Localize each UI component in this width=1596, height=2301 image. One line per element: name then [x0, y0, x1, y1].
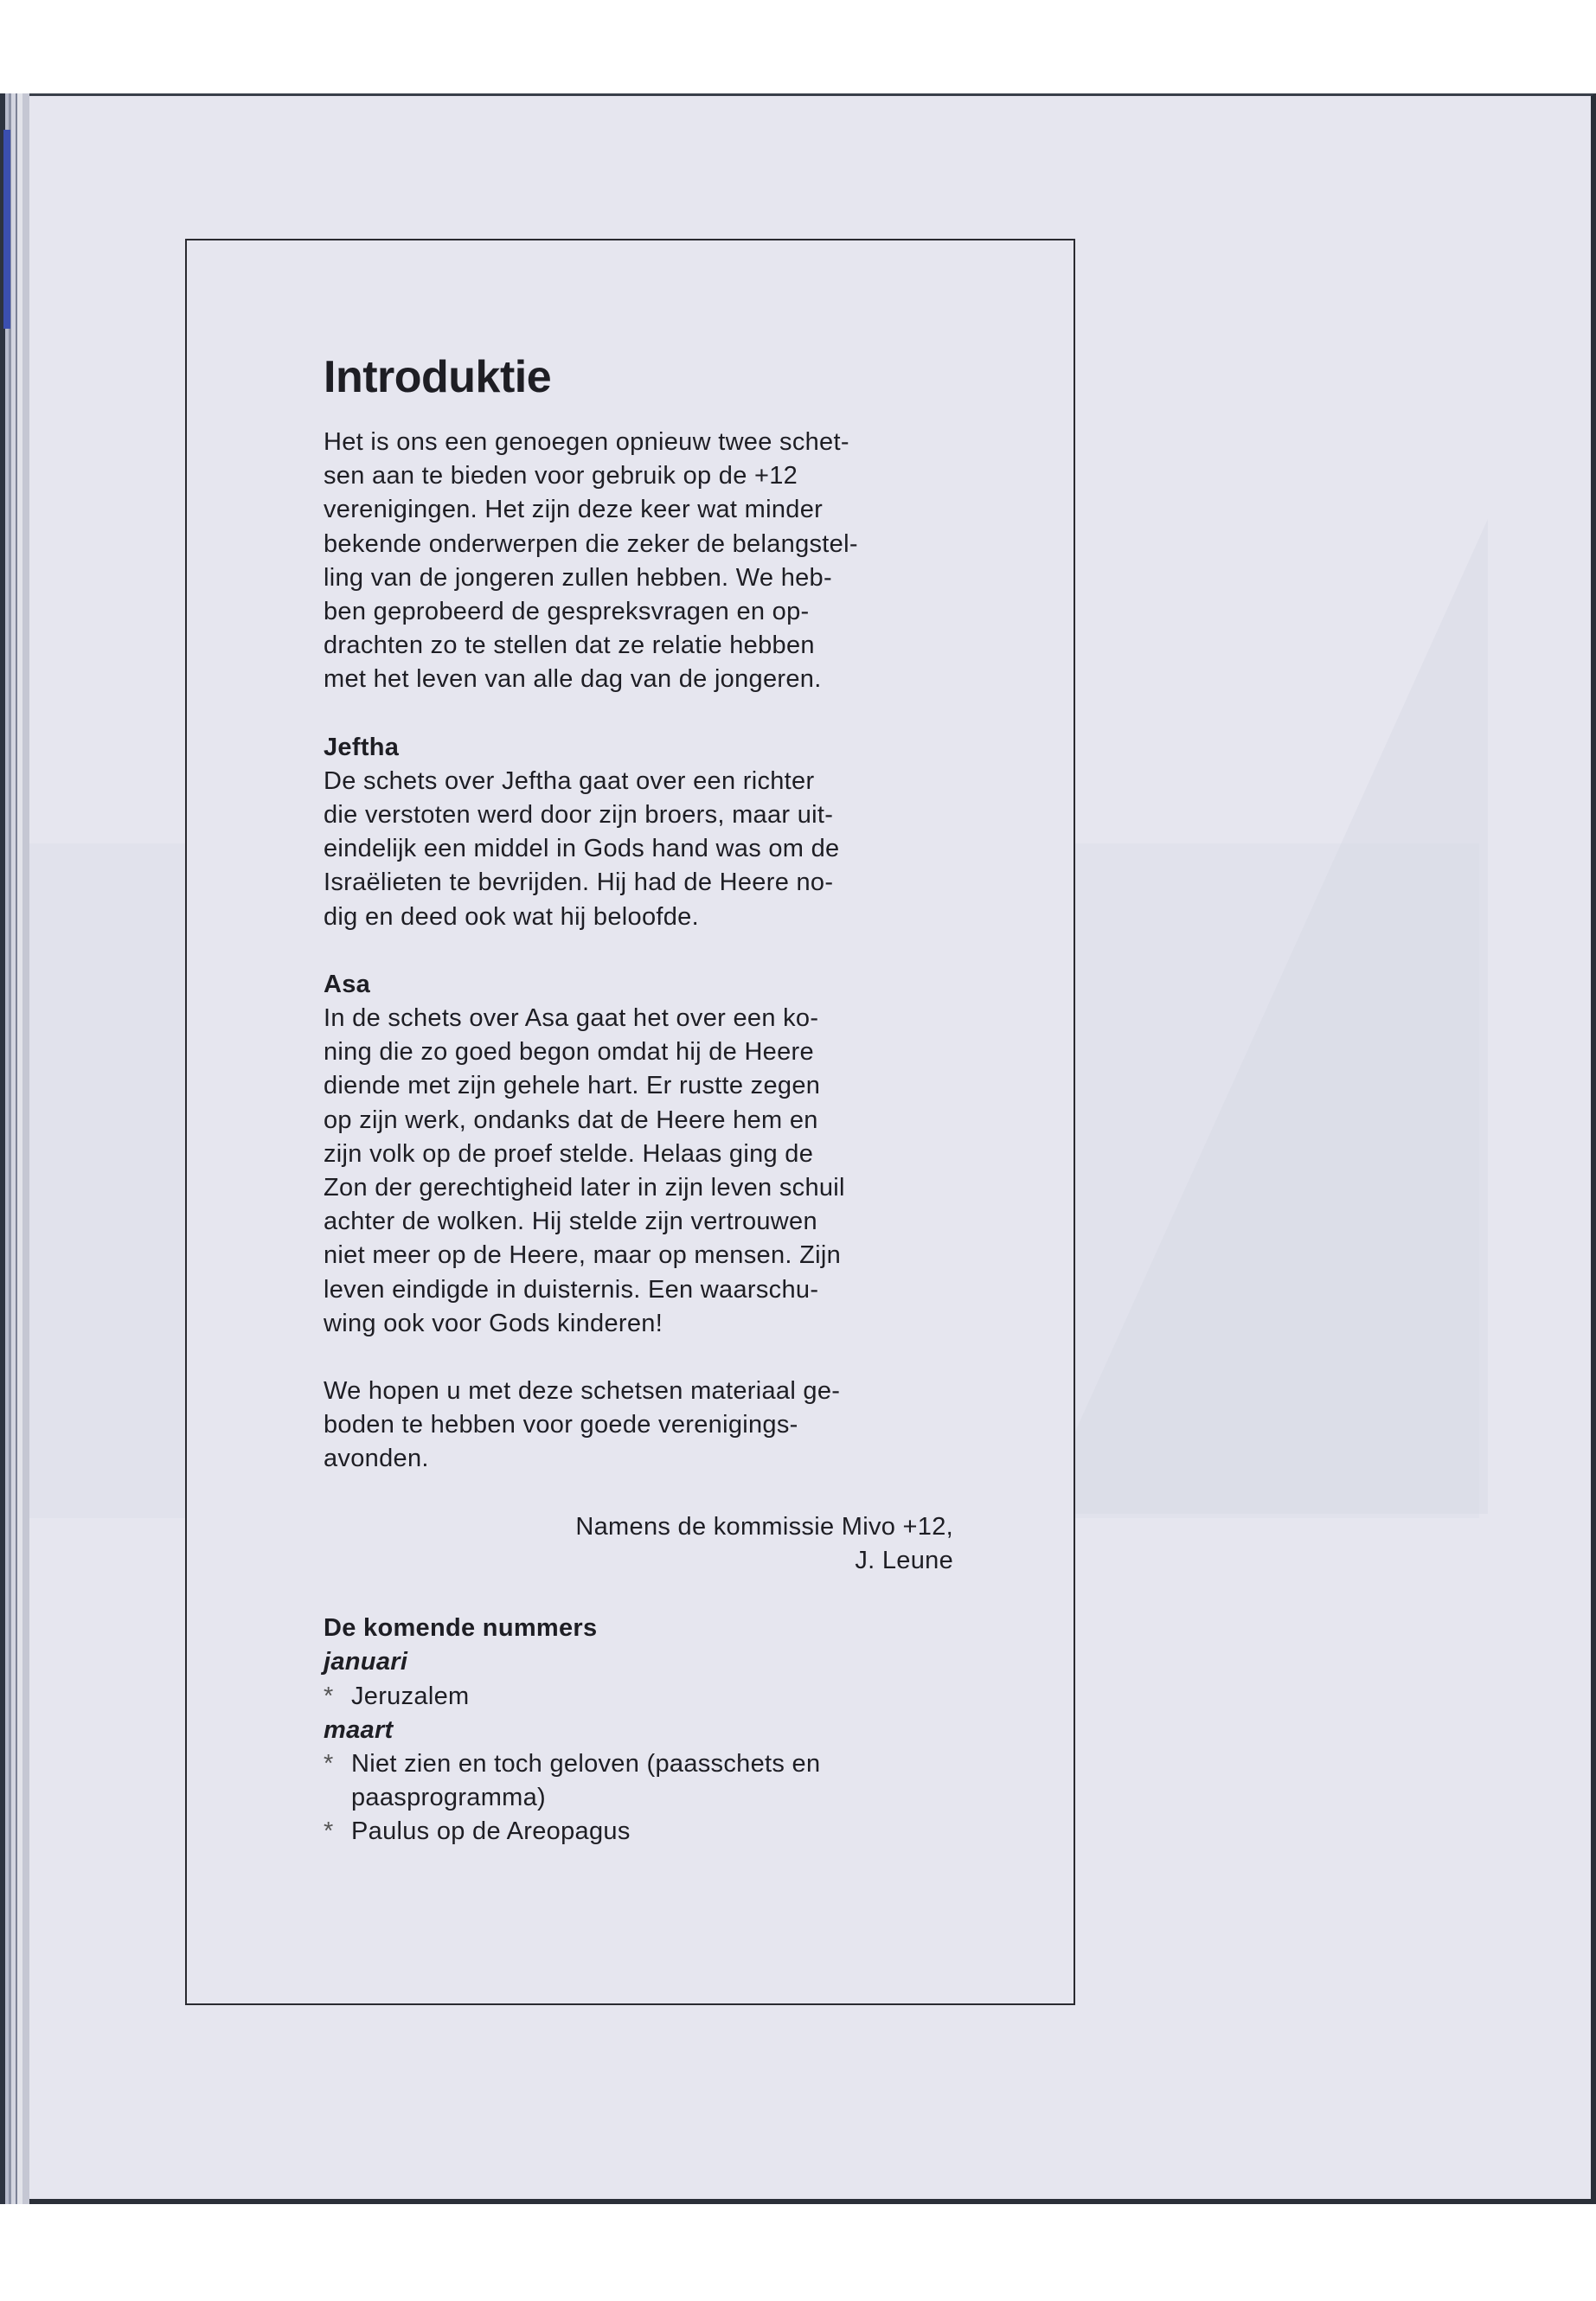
scan-top-margin — [0, 0, 1596, 93]
signoff-author: J. Leune — [855, 1546, 953, 1574]
text-line: De schets over Jeftha gaat over een richter — [324, 766, 815, 795]
section-heading-jeftha: Jeftha — [324, 733, 400, 761]
text-line: achter de wolken. Hij stelde zijn vertrouwen — [324, 1208, 817, 1236]
asterisk-bullet-icon: * — [324, 1817, 334, 1846]
text-line: zijn volk op de proef stelde. Helaas ging de — [324, 1139, 814, 1168]
upcoming-heading: De komende nummers — [324, 1614, 598, 1643]
text-line: diende met zijn gehele hart. Er rustte zegen — [324, 1072, 821, 1100]
list-item — [324, 1680, 981, 1714]
text-line: ben geprobeerd de gespreksvragen en op- — [324, 598, 810, 626]
text-line: We hopen u met deze schetsen materiaal ge- — [324, 1377, 841, 1406]
jeftha-paragraph — [324, 765, 981, 934]
scan-bottom-margin — [0, 2204, 1596, 2301]
section-heading-asa: Asa — [324, 970, 371, 998]
book-page-edges — [0, 93, 29, 2204]
article-content — [324, 346, 981, 1849]
text-line: op zijn werk, ondanks dat de Heere hem en — [324, 1106, 818, 1134]
text-line: Het is ons een genoegen opnieuw twee schet- — [324, 428, 849, 456]
page-title: Introduktie — [324, 352, 552, 402]
text-line: sen aan te bieden voor gebruik op de +12 — [324, 462, 798, 490]
text-line: leven eindigde in duisternis. Een waarschu- — [324, 1275, 819, 1304]
text-line: bekende onderwerpen die zeker de belangstel- — [324, 529, 858, 558]
book-spine-blue-stripe — [3, 130, 10, 329]
text-line: verenigingen. Het zijn deze keer wat minder — [324, 496, 824, 524]
text-line: eindelijk een middel in Gods hand was om de — [324, 835, 840, 863]
show-through-triangle — [1038, 519, 1488, 1514]
list-item-text — [351, 1747, 820, 1815]
text-line: dig en deed ook wat hij beloofde. — [324, 902, 699, 931]
text-line: met het leven van alle dag van de jongeren. — [324, 665, 822, 694]
text-line: boden te hebben voor goede verenigings- — [324, 1411, 798, 1439]
asterisk-bullet-icon: * — [324, 1682, 334, 1710]
text-line: wing ook voor Gods kinderen! — [324, 1309, 663, 1337]
text-line: die verstoten werd door zijn broers, maar uit- — [324, 801, 834, 830]
text-line: ning die zo goed begon omdat hij de Heere — [324, 1038, 814, 1067]
month-label-januari: januari — [324, 1648, 408, 1676]
text-line: In de schets over Asa gaat het over een ko- — [324, 1004, 819, 1033]
text-line: paasprogramma) — [351, 1784, 547, 1812]
text-line: niet meer op de Heere, maar op mensen. Zijn — [324, 1241, 842, 1270]
list-item-text: Jeruzalem — [351, 1682, 470, 1710]
signoff — [324, 1510, 953, 1578]
asa-paragraph — [324, 1002, 981, 1341]
signoff-committee: Namens de kommissie Mivo +12, — [575, 1512, 953, 1541]
text-line: Niet zien en toch geloven (paasschets en — [351, 1749, 821, 1778]
list-item — [324, 1747, 981, 1815]
intro-paragraph — [324, 426, 981, 697]
text-line: ling van de jongeren zullen hebben. We heb- — [324, 563, 832, 592]
month-label-maart: maart — [324, 1715, 394, 1744]
closing-paragraph — [324, 1375, 981, 1477]
text-line: Zon der gerechtigheid later in zijn leven schuil — [324, 1174, 845, 1202]
text-line: avonden. — [324, 1445, 429, 1473]
list-item — [324, 1815, 981, 1849]
text-line: drachten zo te stellen dat ze relatie hebben — [324, 631, 815, 660]
list-item-text: Paulus op de Areopagus — [351, 1817, 631, 1846]
text-line: Israëlieten te bevrijden. Hij had de Heere no- — [324, 868, 834, 897]
asterisk-bullet-icon: * — [324, 1749, 334, 1778]
